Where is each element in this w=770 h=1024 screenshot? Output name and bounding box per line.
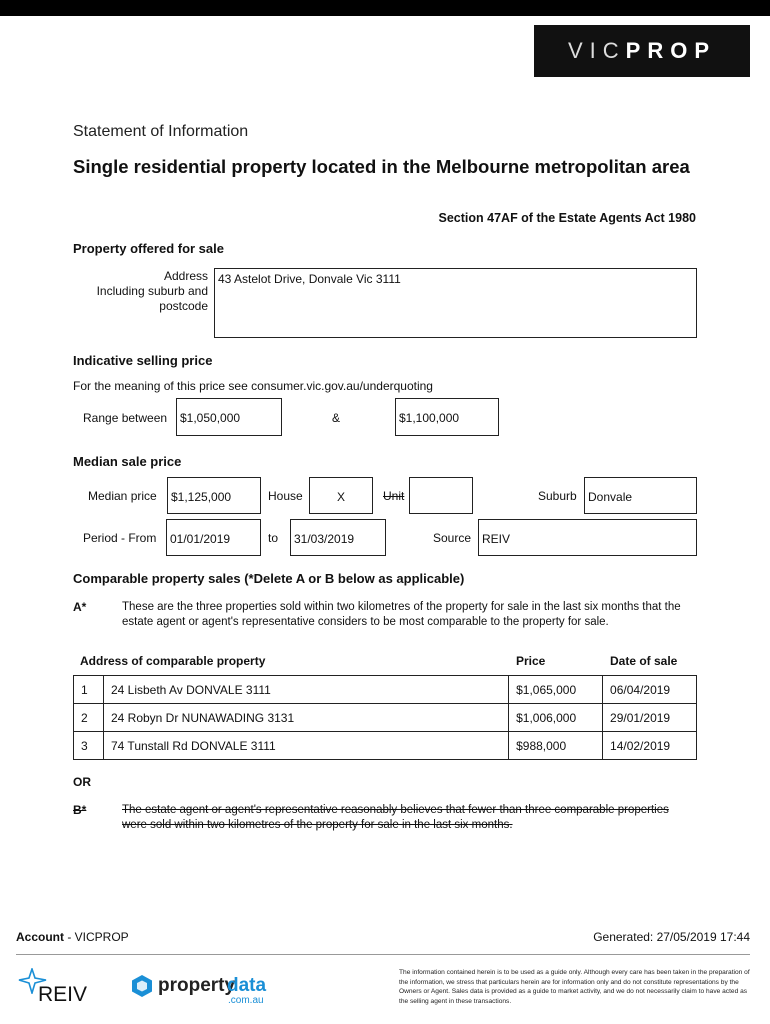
top-bar (0, 0, 770, 16)
period-from-field: 01/01/2019 (166, 519, 261, 556)
period-label: Period - From (83, 531, 157, 545)
unit-label: Unit (383, 489, 405, 503)
source-field: REIV (478, 519, 697, 556)
period-to-label: to (268, 531, 279, 545)
reiv-logo: REIV (16, 968, 96, 1008)
median-heading: Median sale price (73, 454, 182, 469)
table-row (74, 732, 697, 760)
range-label: Range between (83, 411, 168, 425)
comparable-table (73, 675, 697, 760)
row-address: 24 Robyn Dr NUNAWADING 3131 (103, 704, 508, 732)
footer-divider (16, 954, 750, 955)
option-b-text: The estate agent or agent's representative reasonably believes that fewer than three comparable properties were sold within two kilometres of the property for sale in the last six months. (122, 804, 669, 831)
col-date-header: Date of sale (610, 654, 678, 668)
table-row (74, 704, 697, 732)
price-low-field: $1,050,000 (176, 398, 282, 436)
row-number: 3 (74, 732, 104, 760)
row-address: 24 Lisbeth Av DONVALE 3111 (103, 676, 508, 704)
comparable-heading: Comparable property sales (*Delete A or B below as applicable) (73, 571, 465, 586)
suburb-label: Suburb (538, 489, 577, 503)
col-address-header: Address of comparable property (80, 654, 266, 668)
address-label: Address Including suburb and postcode (96, 269, 208, 313)
row-date: 06/04/2019 (603, 676, 697, 704)
table-row (74, 676, 697, 704)
propertydata-hex-icon (130, 974, 154, 998)
row-date: 29/01/2019 (603, 704, 697, 732)
median-price-field: $1,125,000 (167, 477, 261, 514)
row-number: 2 (74, 704, 104, 732)
row-date: 14/02/2019 (603, 732, 697, 760)
row-address: 74 Tunstall Rd DONVALE 3111 (103, 732, 508, 760)
vicprop-logo: VIC PROP (534, 25, 750, 77)
statement-title: Statement of Information (73, 123, 249, 140)
disclaimer-text: The information contained herein is to be used as a guide only. Although every care has been taken in the preparation of the information, we stress that particulars herein are for information only and do not constitute representations by the Owners or Agent. Sales data is provided as a guide to market activity, and we do not necessarily claim to have acted as the selling agent in these transactions. (399, 969, 750, 1005)
median-price-label: Median price (88, 489, 157, 503)
option-a-label: A* (73, 600, 87, 614)
underquoting-note: For the meaning of this price see consumer.vic.gov.au/underquoting (73, 379, 433, 393)
source-label: Source (433, 531, 472, 545)
act-reference: Section 47AF of the Estate Agents Act 1980 (438, 211, 696, 225)
or-label: OR (73, 775, 91, 789)
option-a-text: These are the three properties sold within two kilometres of the property for sale in the last six months that the estate agent or agent's representative considers to be most comparable to the property for sale. (122, 601, 681, 628)
unit-field (409, 477, 473, 514)
house-label: House (268, 489, 303, 503)
row-price: $1,006,000 (509, 704, 603, 732)
price-high-field: $1,100,000 (395, 398, 499, 436)
page-title: Single residential property located in the Melbourne metropolitan area (73, 156, 690, 177)
option-b-label: B* (73, 803, 87, 817)
row-price: $988,000 (509, 732, 603, 760)
row-price: $1,065,000 (509, 676, 603, 704)
col-price-header: Price (516, 654, 546, 668)
indicative-heading: Indicative selling price (73, 353, 213, 368)
generated-timestamp: Generated: 27/05/2019 17:44 (593, 930, 750, 944)
propertydata-logo: property data .com.au (130, 972, 280, 1008)
address-field: 43 Astelot Drive, Donvale Vic 3111 (214, 268, 697, 338)
account-text: Account - VICPROP (16, 930, 129, 944)
suburb-field: Donvale (584, 477, 697, 514)
property-heading: Property offered for sale (73, 241, 224, 256)
range-amp: & (332, 411, 341, 425)
house-field: X (309, 477, 373, 514)
period-to-field: 31/03/2019 (290, 519, 386, 556)
row-number: 1 (74, 676, 104, 704)
